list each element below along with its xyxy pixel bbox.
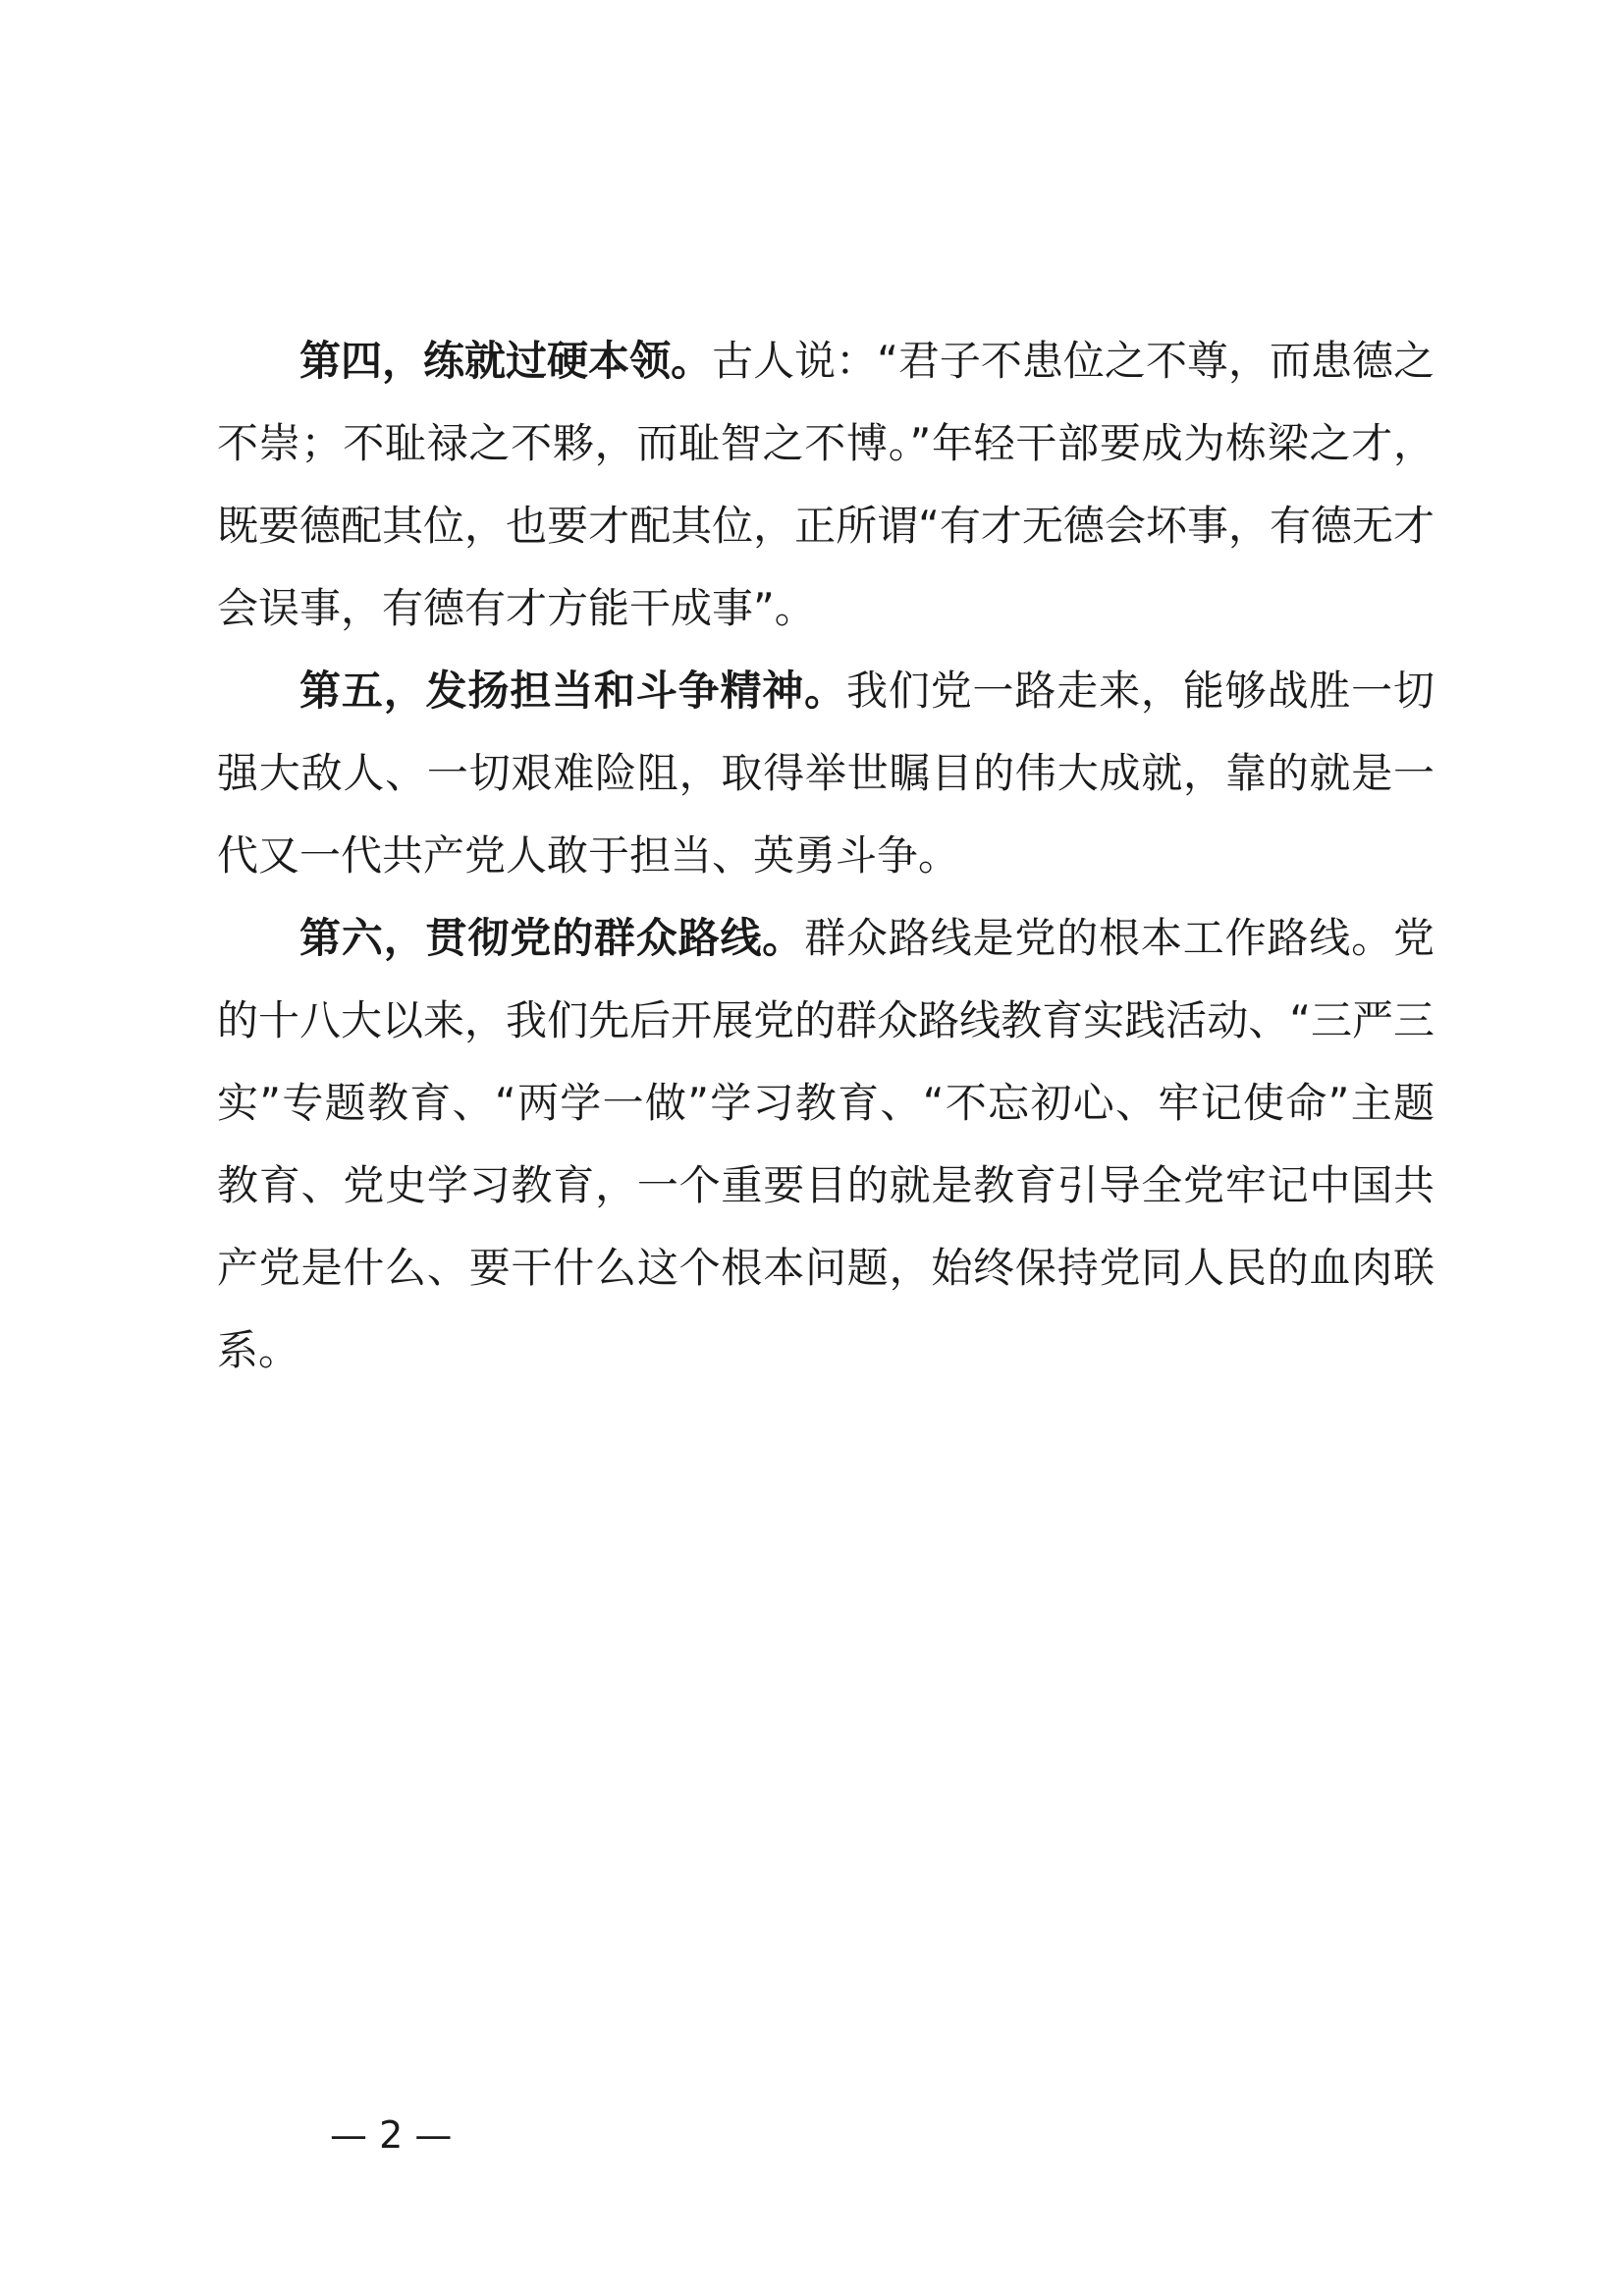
paragraph-body: 群众路线是党的根本工作路线。党的十八大以来，我们先后开展党的群众路线教育实践活动、“三严三实”专题教育、“两学一做”学习教育、“不忘初心、牢记使命”主题教育、党史学习教育，一个重要目的就是教育引导全党牢记中国共产党是什么、要干什么这个根本问题，始终保持党同人民的血肉联系。 <box>217 914 1435 1374</box>
paragraph-fifth <box>217 650 1435 897</box>
body-text <box>217 320 1435 1392</box>
paragraph-sixth <box>217 897 1435 1392</box>
paragraph-fourth <box>217 320 1435 650</box>
paragraph-body: 我们党一路走来，能够战胜一切强大敌人、一切艰难险阻，取得举世瞩目的伟大成就，靠的就是一代又一代共产党人敢于担当、英勇斗争。 <box>217 667 1435 880</box>
page-number: — 2 — <box>330 2113 453 2157</box>
paragraph-heading: 第五，发扬担当和斗争精神。 <box>299 667 846 715</box>
paragraph-heading: 第六，贯彻党的群众路线。 <box>299 914 805 962</box>
paragraph-heading: 第四，练就过硬本领。 <box>299 337 713 385</box>
paragraph-body: 古人说：“君子不患位之不尊，而患德之不崇；不耻禄之不夥，而耻智之不博。”年轻干部要成为栋梁之才，既要德配其位，也要才配其位，正所谓“有才无德会坏事，有德无才会误事，有德有才方能干成事”。 <box>217 337 1435 632</box>
